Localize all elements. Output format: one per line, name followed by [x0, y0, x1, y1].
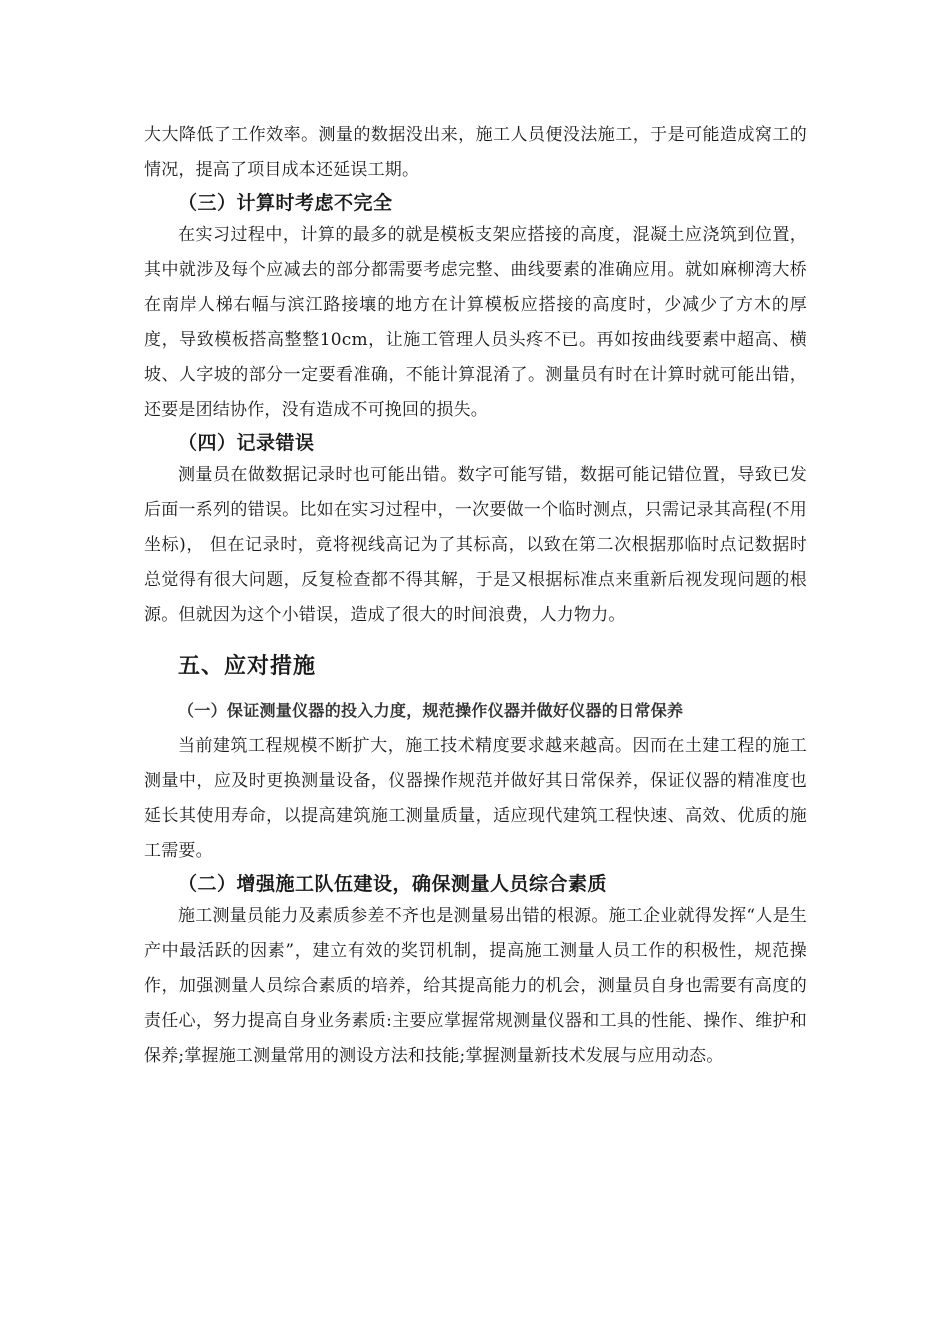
- paragraph-team: 施工测量员能力及素质参差不齐也是测量易出错的根源。施工企业就得发挥“人是生产中最活跃的因素”，建立有效的奖罚机制，提高施工测量人员工作的积极性，规范操作，加强测量人员综合素质的培养，给其提高能力的机会，测量员自身也需要有高度的责任心，努力提高自身业务素质:主要应掌握常规测量仪器和工具的性能、操作、维护和保养;掌握施工测量常用的测设方法和技能;掌握测量新技术发展与应用动态。: [144, 906, 807, 1066]
- paragraph-efficiency: 大大降低了工作效率。测量的数据没出来，施工人员便没法施工，于是可能造成窝工的情况，提高了项目成本还延误工期。: [144, 125, 807, 180]
- section-title-measures: 五、应对措施: [178, 654, 317, 679]
- paragraph-recording: 测量员在做数据记录时也可能出错。数字可能写错，数据可能记错位置，导致已发后面一系列的错误。比如在实习过程中，一次要做一个临时测点，只需记录其高程(不用坐标)， 但在记录时，竟将视线高记为了其标高，以致在第二次根据那临时点记数据时总觉得有很大问题，反复检查都不得其解，于是又根据标准点来重新后视发现问题的根源。但就因为这个小错误，造成了很大的时间浪费，人力物力。: [144, 465, 807, 625]
- subheading-instruments: （一）保证测量仪器的投入力度，规范操作仪器并做好仪器的日常保养: [178, 701, 684, 720]
- paragraph-instruments: 当前建筑工程规模不断扩大，施工技术精度要求越来越高。因而在土建工程的施工测量中，应及时更换测量设备，仪器操作规范并做好其日常保养，保证仪器的精准度也延长其使用寿命，以提高建筑施工测量质量，适应现代建筑工程快速、高效、优质的施工需要。: [144, 736, 807, 861]
- subheading-calculation: （三）计算时考虑不完全: [178, 192, 393, 214]
- paragraph-calculation: 在实习过程中，计算的最多的就是模板支架应搭接的高度，混凝土应浇筑到位置，其中就涉及每个应减去的部分都需要考虑完整、曲线要素的准确应用。就如麻柳湾大桥在南岸人梯右幅与滨江路接壤的地方在计算模板应搭接的高度时，少减少了方木的厚度，导致模板搭高整整10cm，让施工管理人员头疼不已。再如按曲线要素中超高、横坡、人字坡的部分一定要看准确，不能计算混淆了。测量员有时在计算时就可能出错，还要是团结协作，没有造成不可挽回的损失。: [144, 225, 807, 420]
- subheading-team: （二）增强施工队伍建设，确保测量人员综合素质: [178, 873, 608, 895]
- subheading-recording: （四）记录错误: [178, 432, 315, 454]
- document-page: [144, 118, 807, 1074]
